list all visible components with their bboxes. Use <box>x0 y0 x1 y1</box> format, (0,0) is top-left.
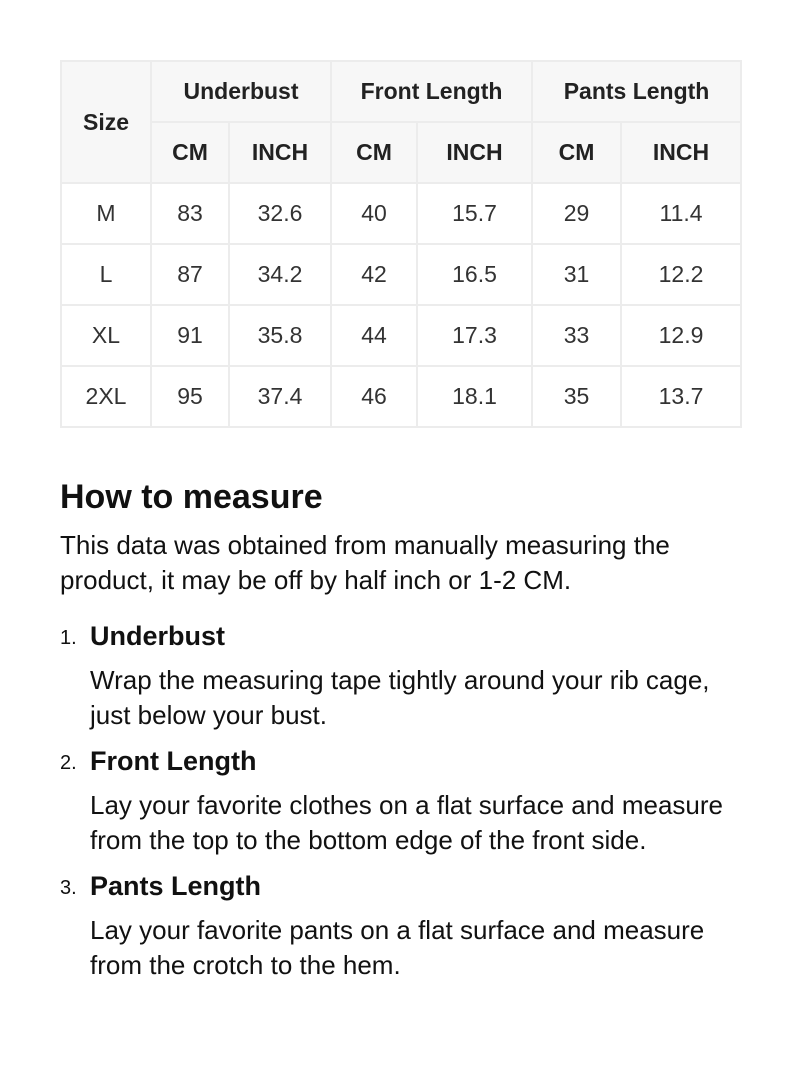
table-row <box>61 183 741 244</box>
intro-text: This data was obtained from manually measuring the product, it may be off by half inch or 1-2 CM. <box>60 530 670 595</box>
how-to-measure-section <box>60 474 750 993</box>
group-header-pants-length: Pants Length <box>532 61 741 122</box>
table-cell: 37.4 <box>229 366 331 427</box>
table-unit-row <box>61 122 741 183</box>
group-header-underbust: Underbust <box>151 61 331 122</box>
list-item <box>60 743 750 858</box>
table-cell: 32.6 <box>229 183 331 244</box>
step-title: Pants Length <box>90 871 262 901</box>
table-cell: 16.5 <box>417 244 532 305</box>
table-cell: 13.7 <box>621 366 741 427</box>
unit-header: INCH <box>417 122 532 183</box>
table-cell: 95 <box>151 366 229 427</box>
table-row <box>61 366 741 427</box>
table-cell: 91 <box>151 305 229 366</box>
table-cell: 31 <box>532 244 621 305</box>
size-cell: 2XL <box>61 366 151 427</box>
unit-header: CM <box>532 122 621 183</box>
step-description: Lay your favorite clothes on a flat surface and measure from the top to the bottom edge of the front side. <box>90 790 724 855</box>
step-description: Lay your favorite pants on a flat surface and measure from the crotch to the hem. <box>90 915 705 980</box>
table-row <box>61 305 741 366</box>
table-cell: 12.9 <box>621 305 741 366</box>
size-header: Size <box>61 61 151 183</box>
list-item <box>60 868 750 983</box>
step-title: Underbust <box>90 621 225 651</box>
table-cell: 40 <box>331 183 417 244</box>
step-description: Wrap the measuring tape tightly around your rib cage, just below your bust. <box>90 665 710 730</box>
table-cell: 83 <box>151 183 229 244</box>
table-cell: 29 <box>532 183 621 244</box>
table-cell: 12.2 <box>621 244 741 305</box>
table-header-row <box>61 61 741 122</box>
step-number: 1. <box>60 627 77 649</box>
table-cell: 34.2 <box>229 244 331 305</box>
table-cell: 46 <box>331 366 417 427</box>
size-cell: L <box>61 244 151 305</box>
size-cell: XL <box>61 305 151 366</box>
unit-header: INCH <box>621 122 741 183</box>
table-cell: 11.4 <box>621 183 741 244</box>
section-title: How to measure <box>60 478 323 516</box>
table-cell: 18.1 <box>417 366 532 427</box>
list-item <box>60 618 750 733</box>
table-cell: 42 <box>331 244 417 305</box>
table-cell: 44 <box>331 305 417 366</box>
group-header-front-length: Front Length <box>331 61 532 122</box>
table-cell: 35 <box>532 366 621 427</box>
unit-header: CM <box>151 122 229 183</box>
unit-header: INCH <box>229 122 331 183</box>
size-cell: M <box>61 183 151 244</box>
step-number: 3. <box>60 877 77 899</box>
table-cell: 33 <box>532 305 621 366</box>
step-title: Front Length <box>90 746 257 776</box>
step-number: 2. <box>60 752 77 774</box>
measure-steps-list <box>60 618 750 983</box>
table-cell: 87 <box>151 244 229 305</box>
table-cell: 17.3 <box>417 305 532 366</box>
unit-header: CM <box>331 122 417 183</box>
size-chart-table <box>60 60 742 428</box>
table-cell: 35.8 <box>229 305 331 366</box>
table-cell: 15.7 <box>417 183 532 244</box>
table-row <box>61 244 741 305</box>
